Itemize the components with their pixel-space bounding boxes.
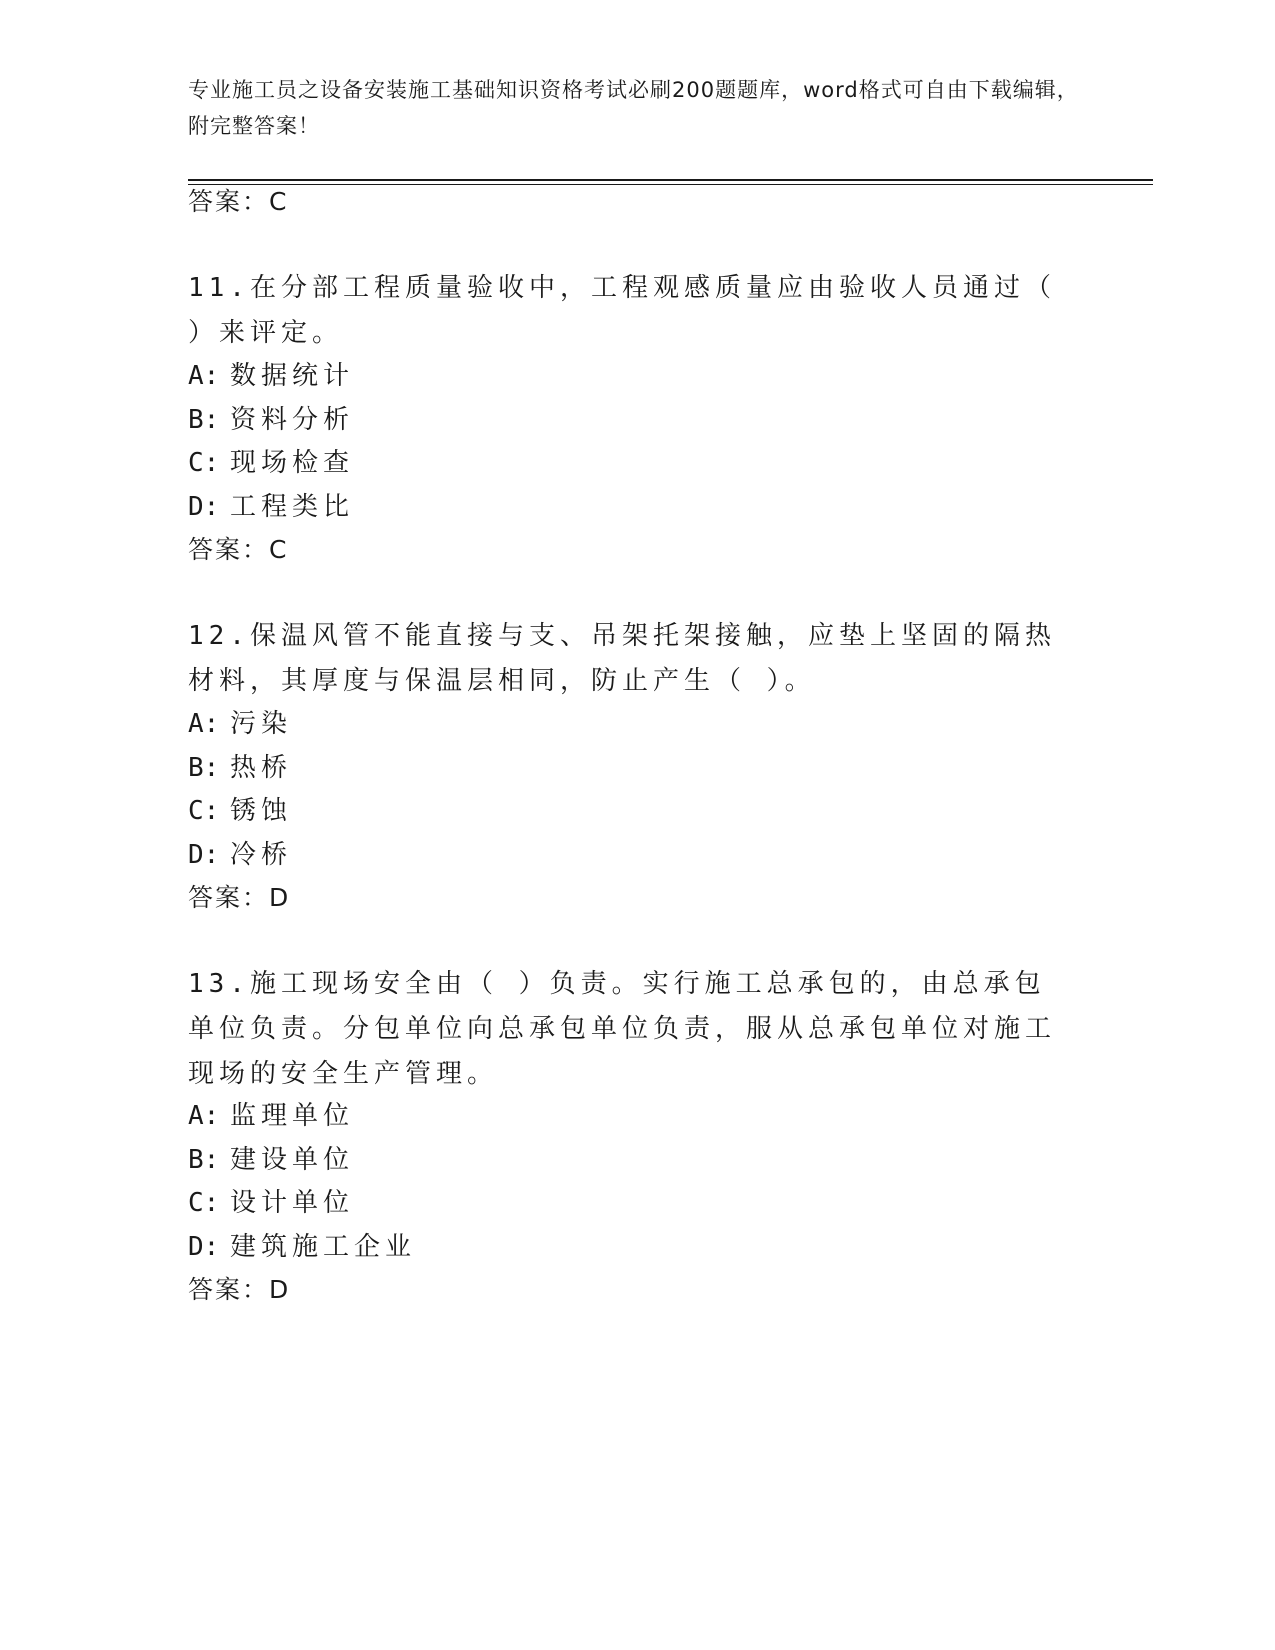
option-text: 锈蚀 — [230, 796, 293, 826]
option-text: 工程类比 — [230, 492, 355, 522]
option-key: B: — [188, 405, 220, 435]
option-13-b — [188, 1140, 354, 1180]
option-12-b — [188, 748, 292, 788]
option-text: 冷桥 — [230, 840, 293, 870]
answer-line — [188, 1270, 290, 1310]
question-13: 13.施工现场安全由（ ）负责。实行施工总承包的，由总承包单位负责。分包单位向总承包单位负责，服从总承包单位对施工现场的安全生产管理。 — [188, 969, 1057, 1089]
option-key: D: — [188, 492, 220, 522]
document-header: 专业施工员之设备安装施工基础知识资格考试必刷200题题库，word格式可自由下载编辑，附完整答案！ — [188, 78, 1079, 138]
option-key: D: — [188, 840, 220, 870]
answer-value: D — [269, 1275, 291, 1304]
question-12: 12.保温风管不能直接与支、吊架托架接触，应垫上坚固的隔热材料，其厚度与保温层相同，防止产生（ ）。 — [188, 621, 1056, 696]
option-text: 资料分析 — [230, 405, 355, 435]
option-12-d — [188, 835, 292, 875]
option-13-a — [188, 1096, 354, 1136]
answer-line — [188, 878, 290, 918]
option-12-a — [188, 704, 292, 744]
option-text: 设计单位 — [230, 1188, 355, 1218]
option-key: C: — [188, 796, 220, 826]
answer-label: 答案： — [188, 1275, 270, 1304]
answer-label: 答案： — [188, 883, 270, 912]
header-rule-thick — [188, 179, 1153, 181]
option-11-c — [188, 443, 354, 483]
option-text: 数据统计 — [230, 361, 355, 391]
option-key: B: — [188, 753, 220, 783]
option-11-a — [188, 356, 354, 396]
answer-line — [188, 182, 288, 222]
option-13-d — [188, 1227, 416, 1267]
option-key: A: — [188, 1101, 220, 1131]
option-text: 建筑施工企业 — [230, 1232, 417, 1262]
option-13-c — [188, 1183, 354, 1223]
answer-value: D — [269, 883, 291, 912]
answer-line — [188, 530, 288, 570]
option-key: A: — [188, 361, 220, 391]
answer-label: 答案： — [188, 187, 270, 216]
option-11-b — [188, 400, 354, 440]
option-key: B: — [188, 1145, 220, 1175]
option-11-d — [188, 487, 354, 527]
option-text: 现场检查 — [230, 448, 355, 478]
option-key: A: — [188, 709, 220, 739]
option-key: C: — [188, 1188, 220, 1218]
option-key: C: — [188, 448, 220, 478]
option-text: 监理单位 — [230, 1101, 355, 1131]
answer-value: C — [269, 187, 289, 216]
option-12-c — [188, 791, 292, 831]
option-key: D: — [188, 1232, 220, 1262]
question-11: 11.在分部工程质量验收中，工程观感质量应由验收人员通过（ ）来评定。 — [188, 273, 1056, 348]
option-text: 热桥 — [230, 753, 293, 783]
option-text: 污染 — [230, 709, 293, 739]
option-text: 建设单位 — [230, 1145, 355, 1175]
answer-value: C — [269, 535, 289, 564]
header-rule-thin — [188, 184, 1153, 185]
answer-label: 答案： — [188, 535, 270, 564]
